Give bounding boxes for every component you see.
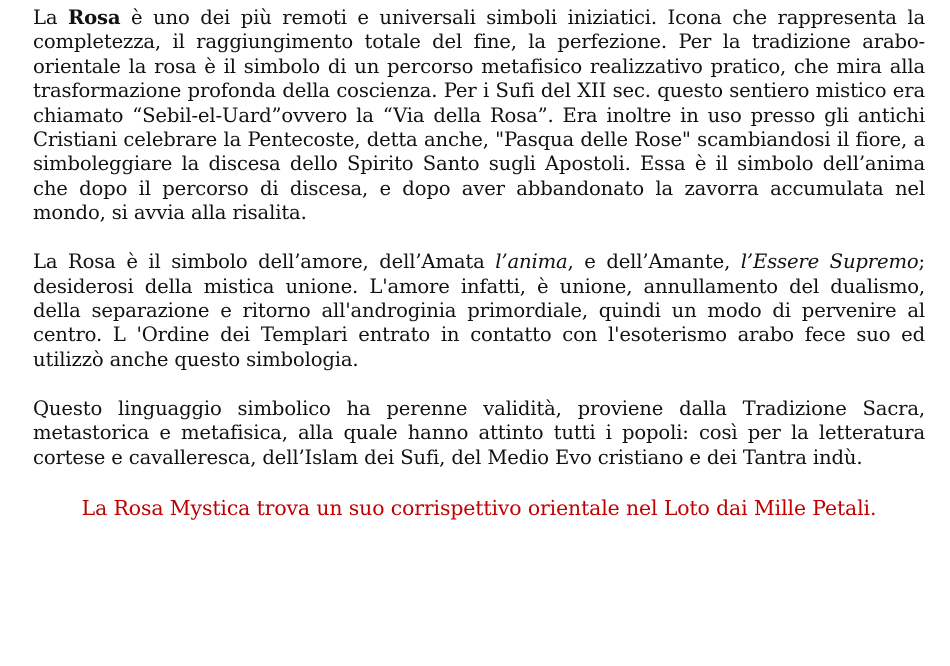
callout-rosa-mystica: La Rosa Mystica trova un suo corrispettivo orientale nel Loto dai Mille Petali.	[81, 496, 877, 521]
paragraph-text: La	[33, 6, 68, 29]
document-body	[33, 6, 925, 521]
italic-term-essere-supremo: l’Essere Supremo	[740, 250, 919, 274]
paragraph-symbolic-language	[33, 397, 925, 470]
italic-term-anima: l’anima	[495, 250, 568, 274]
paragraph-text: è uno dei più remoti e universali simboli iniziatici. Icona che rappresenta la completezza, il raggiungimento totale del fine, la perfezione. Per la tradizione arabo-orientale la rosa è il simbolo di un percorso metafisico realizzativo pratico, che mira alla trasformazione profonda della coscienza. Per i Sufi del XII sec. questo sentiero mistico era chiamato “Sebil-el-Uard”ovvero la “Via della Rosa”. Era inoltre in uso presso gli antichi Cristiani celebrare la Pentecoste, detta anche, "Pasqua delle Rose" scambiandosi il fiore, a simboleggiare la discesa dello Spirito Santo sugli Apostoli. Essa è il simbolo dell’anima che dopo il percorso di discesa, e dopo aver abbandonato la zavorra accumulata nel mondo, si avvia alla risalita.	[33, 6, 925, 225]
paragraph-text: ; desiderosi della mistica unione. L'amore infatti, è unione, annullamento del dualismo, della separazione e ritorno all'androginia primordiale, quindi un modo di pervenire al centro. L 'Ordine dei Templari entrato in contatto con l'esoterismo arabo fece suo ed utilizzò anche questo simbologia.	[33, 250, 925, 371]
paragraph-text: , e dell’Amante,	[567, 250, 741, 274]
paragraph-rosa-symbol	[33, 6, 925, 226]
paragraph-text: La Rosa è il simbolo dell’amore, dell’Amata	[33, 250, 496, 274]
paragraph-rosa-love	[33, 250, 925, 372]
bold-term-rosa: Rosa	[67, 6, 121, 29]
paragraph-text: Questo linguaggio simbolico ha perenne validità, proviene dalla Tradizione Sacra, metastorica e metafisica, alla quale hanno attinto tutti i popoli: così per la letteratura cortese e cavalleresca, dell’Islam dei Sufi, del Medio Evo cristiano e dei Tantra indù.	[33, 396, 925, 469]
